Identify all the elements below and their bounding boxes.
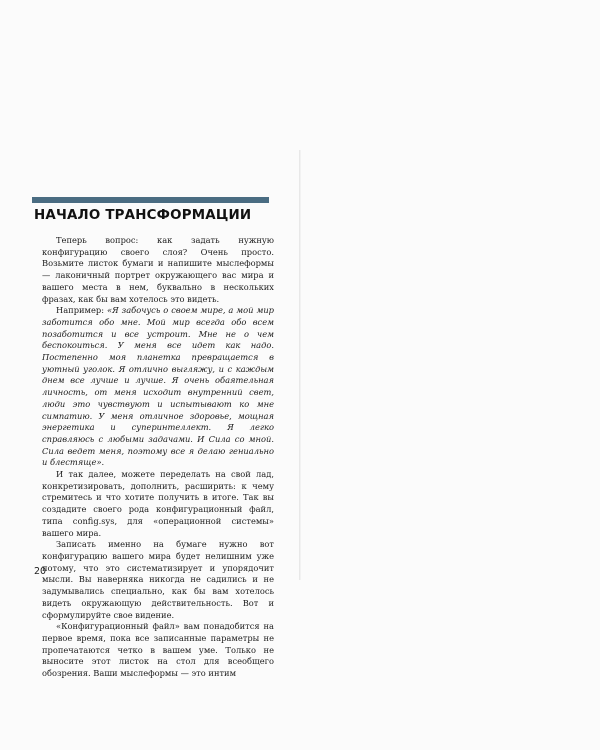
chapter-title: НАЧАЛО ТРАНСФОРМАЦИИ	[34, 208, 252, 223]
right-page	[301, 0, 600, 750]
paragraph: И так далее, можете переделать на свой лад, конкретизировать, дополнить, расширить: к чему стремитесь и что хотите получить в итоге. Так вы создадите своего рода конфигурационный файл, типа config.sys, для «операционной системы» вашего мира.	[42, 469, 274, 538]
chapter-title-bar	[32, 197, 269, 203]
paragraph	[42, 305, 274, 469]
left-page	[0, 0, 299, 750]
paragraph: Записать именно на бумаге нужно вот конфигурацию вашего мира будет нелишним уже потому, что это систематизирует и упорядочит мысли. Вы наверняка никогда не садились и не задумывались специально, как бы вам хотелось видеть окружающую действительность. Вот и сформулируйте свое видение.	[42, 539, 274, 620]
paragraph: «Конфигурационный файл» вам понадобится на первое время, пока все записанные параметры не пропечатаются четко в вашем уме. Только не выносите этот листок на стол для всеобщего обозрения. Ваши мыслеформы — это интим	[42, 621, 274, 679]
example-mindforms: «Я забочусь о своем мире, а мой мир заботится обо мне. Мой мир всегда обо всем позаботится и все устроит. Мне не о чем беспокоиться. У меня все идет как надо. Постепенно моя планетка превращается в уютный уголок. Я отлично выгляжу, и с каждым днем все лучше и лучше. Я очень обаятельная личность, от меня исходит внутренний свет, люди это чувствуют и испытывают ко мне симпатию. У меня отличное здоровье, мощная энергетика и суперинтеллект. Я легко справляюсь с любыми задачами. И Сила со мной. Сила ведет меня, поэтому все я делаю гениально и блестяще».	[42, 305, 274, 468]
page-number-left: 20	[34, 566, 47, 577]
paragraph: Теперь вопрос: как задать нужную конфигурацию своего слоя? Очень просто. Возьмите листок бумаги и напишите мыслеформы — лаконичный портрет окружающего вас мира и вашего места в нем, буквально в нескольких фразах, как бы вам хотелось это видеть.	[42, 235, 274, 304]
left-page-body	[42, 235, 274, 680]
paragraph-intro: Например:	[56, 305, 107, 316]
